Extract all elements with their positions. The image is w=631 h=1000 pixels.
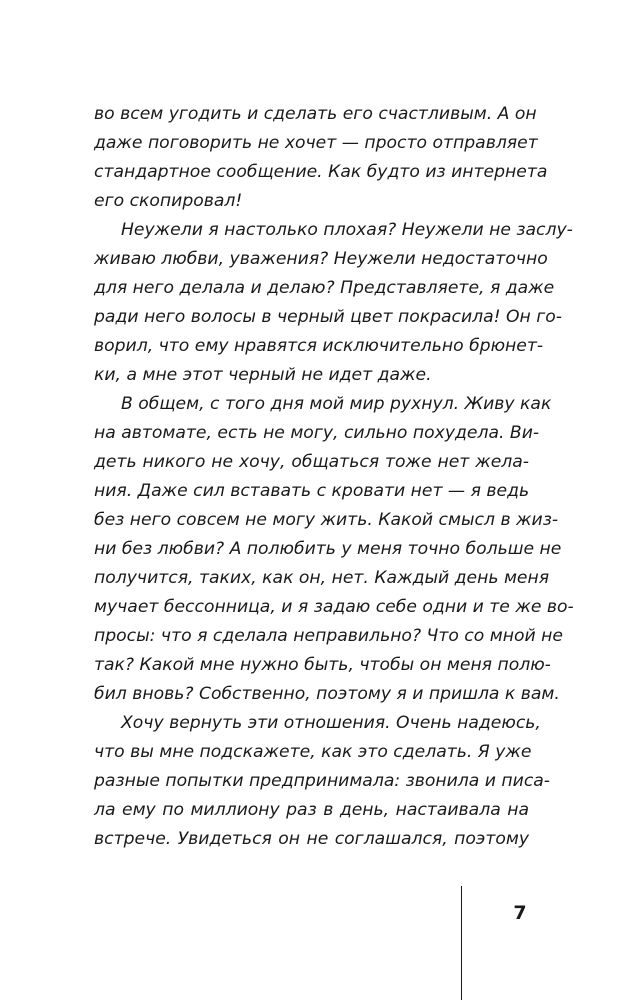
text-line: что вы мне подскажете, как это сделать. Я уже <box>94 742 532 762</box>
text-line: так? Какой мне нужно быть, чтобы он меня полю- <box>94 655 551 675</box>
text-line: Неужели я настолько плохая? Неужели не заслу- <box>121 220 573 240</box>
text-line: живаю любви, уважения? Неужели недостаточно <box>94 249 548 269</box>
text-line: ворил, что ему нравятся исключительно брюнет- <box>94 336 544 356</box>
text-line: ки, а мне этот черный не идет даже. <box>94 365 432 385</box>
text-line: ни без любви? А полюбить у меня точно больше не <box>94 539 562 559</box>
text-line: на автомате, есть не могу, сильно похудела. Ви- <box>94 423 540 443</box>
text-line: разные попытки предпринимала: звонила и писа- <box>94 771 551 791</box>
text-line: даже поговорить не хочет — просто отправляет <box>94 133 538 153</box>
text-line: встрече. Увидеться он не соглашался, поэтому <box>94 829 529 849</box>
text-line: просы: что я сделала неправильно? Что со мной не <box>94 626 563 646</box>
text-line: ради него волосы в черный цвет покрасила! Он го- <box>94 307 563 327</box>
text-line: его скопировал! <box>94 191 243 211</box>
text-line: стандартное сообщение. Как будто из интернета <box>94 162 548 182</box>
text-line: получится, таких, как он, нет. Каждый день меня <box>94 568 550 588</box>
text-line: без него совсем не могу жить. Какой смысл в жиз- <box>94 510 559 530</box>
text-line: мучает бессонница, и я задаю себе одни и те же во- <box>94 597 574 617</box>
text-line: во всем угодить и сделать его счастливым. А он <box>94 104 537 124</box>
text-line: деть никого не хочу, общаться тоже нет жела- <box>94 452 529 472</box>
text-line: ла ему по миллиону раз в день, настаивала на <box>94 800 529 820</box>
footer-divider <box>461 886 462 1000</box>
text-line: для него делала и делаю? Представляете, я даже <box>94 278 555 298</box>
text-line: ния. Даже сил вставать с кровати нет — я ведь <box>94 481 530 501</box>
text-line: Хочу вернуть эти отношения. Очень надеюсь, <box>121 713 541 733</box>
text-line: В общем, с того дня мой мир рухнул. Живу как <box>121 394 552 414</box>
page-number: 7 <box>513 902 527 924</box>
body-text <box>94 100 574 854</box>
text-line: бил вновь? Собственно, поэтому я и пришла к вам. <box>94 684 560 704</box>
